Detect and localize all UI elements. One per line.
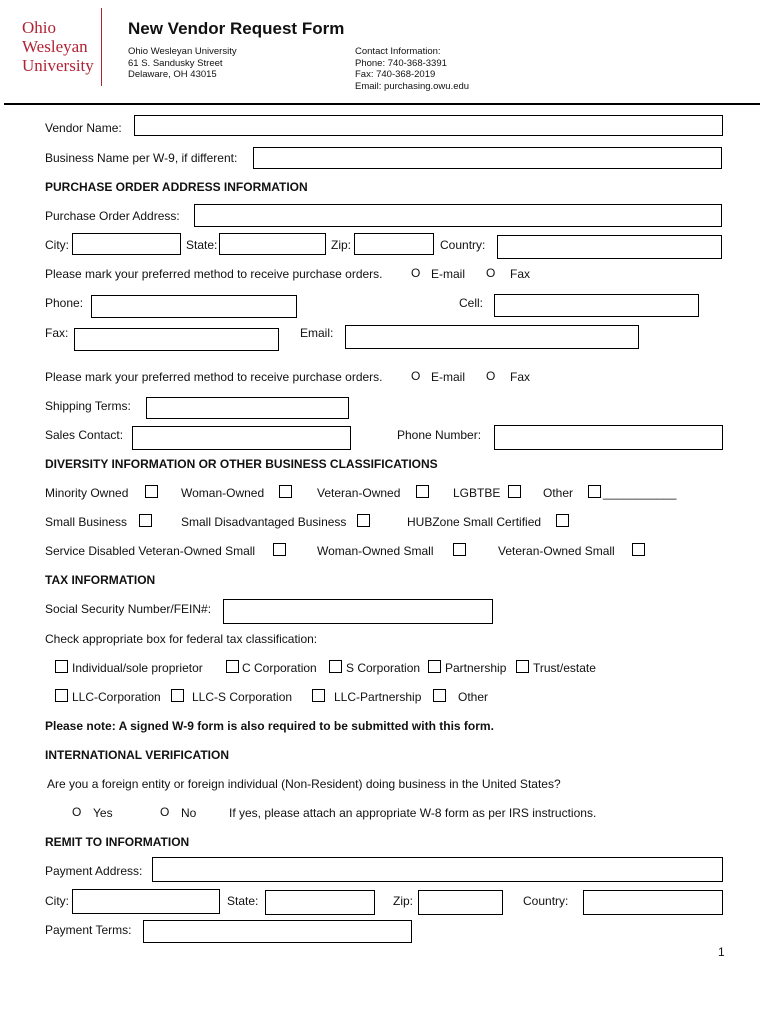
hubzone-checkbox[interactable] [556, 514, 569, 527]
sales-contact-label: Sales Contact: [45, 428, 124, 442]
logo-line-1: Ohio [22, 18, 56, 37]
other-blank: ___________ [603, 486, 677, 500]
email-radio[interactable]: O [411, 266, 421, 280]
po-method-label: Please mark your preferred method to receive purchase orders. [45, 267, 383, 281]
vendor-name-label: Vendor Name: [45, 121, 122, 135]
header-rule [4, 103, 760, 105]
yes-label: Yes [93, 806, 113, 820]
university-logo [22, 18, 94, 75]
po-country-label: Country: [440, 238, 486, 252]
payment-address-field[interactable] [152, 857, 723, 882]
header-divider [101, 8, 102, 86]
fax-option-label-2: Fax [510, 370, 531, 384]
payment-terms-label: Payment Terms: [45, 923, 132, 937]
fax-radio[interactable]: O [486, 266, 496, 280]
phone-number-label: Phone Number: [397, 428, 482, 442]
sdvosb-label: Service Disabled Veteran-Owned Small [45, 544, 256, 558]
po-fax-field[interactable] [74, 328, 279, 351]
no-radio[interactable]: O [160, 805, 170, 819]
business-name-label: Business Name per W-9, if different: [45, 151, 238, 165]
ssn-fein-label: Social Security Number/FEIN#: [45, 602, 212, 616]
trust-label: Trust/estate [533, 661, 596, 675]
lgbtbe-checkbox[interactable] [508, 485, 521, 498]
contact-line: Contact Information: [355, 46, 441, 57]
po-address-label: Purchase Order Address: [45, 209, 180, 223]
po-city-label: City: [45, 238, 69, 252]
s-corp-checkbox[interactable] [329, 660, 342, 673]
business-name-field[interactable] [253, 147, 722, 169]
email-radio-2[interactable]: O [411, 369, 421, 383]
llc-partnership-label: LLC-Partnership [334, 690, 422, 704]
po-method-label-2: Please mark your preferred method to receive purchase orders. [45, 370, 383, 384]
sdvosb-checkbox[interactable] [273, 543, 286, 556]
tax-heading: TAX INFORMATION [45, 573, 156, 587]
hubzone-label: HUBZone Small Certified [407, 515, 542, 529]
page-title: New Vendor Request Form [128, 19, 345, 38]
woman-owned-small-checkbox[interactable] [453, 543, 466, 556]
payment-terms-field[interactable] [143, 920, 412, 943]
po-phone-label: Phone: [45, 296, 84, 310]
foreign-entity-question: Are you a foreign entity or foreign individual (Non-Resident) doing business in the United States? [47, 777, 561, 791]
trust-checkbox[interactable] [516, 660, 529, 673]
remit-country-field[interactable] [583, 890, 723, 915]
small-disadvantaged-label: Small Disadvantaged Business [181, 515, 347, 529]
individual-checkbox[interactable] [55, 660, 68, 673]
po-zip-field[interactable] [354, 233, 434, 255]
shipping-terms-field[interactable] [146, 397, 349, 419]
yes-radio[interactable]: O [72, 805, 82, 819]
remit-heading: REMIT TO INFORMATION [45, 835, 190, 849]
remit-zip-field[interactable] [418, 890, 503, 915]
contact-line: Fax: 740-368-2019 [355, 69, 436, 80]
woman-owned-checkbox[interactable] [279, 485, 292, 498]
vendor-name-field[interactable] [134, 115, 723, 136]
individual-label: Individual/sole proprietor [72, 661, 203, 675]
remit-state-field[interactable] [265, 890, 375, 915]
email-option-label: E-mail [431, 267, 466, 281]
university-address [128, 46, 237, 81]
no-label: No [181, 806, 197, 820]
po-address-field[interactable] [194, 204, 722, 227]
contact-line: Phone: 740-368-3391 [355, 57, 447, 69]
llc-s-corp-checkbox[interactable] [171, 689, 184, 702]
small-business-checkbox[interactable] [139, 514, 152, 527]
po-zip-label: Zip: [331, 238, 352, 252]
logo-line-3: University [22, 56, 94, 75]
po-cell-label: Cell: [459, 296, 484, 310]
page-number: 1 [718, 945, 725, 959]
minority-owned-label: Minority Owned [45, 486, 129, 500]
address-line: Delaware, OH 43015 [128, 69, 217, 80]
po-cell-field[interactable] [494, 294, 699, 317]
fax-option-label: Fax [510, 267, 531, 281]
sales-contact-field[interactable] [132, 426, 351, 450]
international-heading: INTERNATIONAL VERIFICATION [45, 748, 229, 762]
lgbtbe-label: LGBTBE [453, 486, 501, 500]
llc-corp-checkbox[interactable] [55, 689, 68, 702]
s-corp-label: S Corporation [346, 661, 421, 675]
fax-radio-2[interactable]: O [486, 369, 496, 383]
contact-information [355, 46, 469, 92]
remit-state-label: State: [227, 894, 259, 908]
tax-classification-label: Check appropriate box for federal tax classification: [45, 632, 318, 646]
po-state-field[interactable] [219, 233, 326, 255]
small-disadvantaged-checkbox[interactable] [357, 514, 370, 527]
po-phone-field[interactable] [91, 295, 297, 318]
veteran-owned-small-checkbox[interactable] [632, 543, 645, 556]
minority-owned-checkbox[interactable] [145, 485, 158, 498]
woman-owned-label: Woman-Owned [181, 486, 265, 500]
payment-address-label: Payment Address: [45, 864, 143, 878]
logo-line-2: Wesleyan [22, 37, 88, 56]
po-email-field[interactable] [345, 325, 639, 349]
po-email-label: Email: [300, 326, 334, 340]
veteran-owned-checkbox[interactable] [416, 485, 429, 498]
llc-s-corp-label: LLC-S Corporation [192, 690, 293, 704]
remit-city-field[interactable] [72, 889, 220, 914]
ssn-fein-field[interactable] [223, 599, 493, 624]
remit-city-label: City: [45, 894, 69, 908]
llc-corp-label: LLC-Corporation [72, 690, 161, 704]
address-line: Ohio Wesleyan University [128, 46, 237, 57]
w9-note: Please note: A signed W-9 form is also required to be submitted with this form. [45, 719, 494, 733]
veteran-owned-label: Veteran-Owned [317, 486, 401, 500]
phone-number-field[interactable] [494, 425, 723, 450]
po-state-label: State: [186, 238, 218, 252]
other-checkbox[interactable] [588, 485, 601, 498]
tax-other-checkbox[interactable] [433, 689, 446, 702]
woman-owned-small-label: Woman-Owned Small [317, 544, 434, 558]
email-option-label-2: E-mail [431, 370, 466, 384]
veteran-owned-small-label: Veteran-Owned Small [498, 544, 615, 558]
address-line: 61 S. Sandusky Street [128, 57, 223, 69]
partnership-checkbox[interactable] [428, 660, 441, 673]
po-city-field[interactable] [72, 233, 181, 255]
po-country-field[interactable] [497, 235, 722, 259]
remit-zip-label: Zip: [393, 894, 414, 908]
c-corp-label: C Corporation [242, 661, 317, 675]
small-business-label: Small Business [45, 515, 128, 529]
w8-instruction: If yes, please attach an appropriate W-8 form as per IRS instructions. [229, 806, 597, 820]
c-corp-checkbox[interactable] [226, 660, 239, 673]
remit-country-label: Country: [523, 894, 569, 908]
tax-other-label: Other [458, 690, 489, 704]
contact-line: Email: purchasing.owu.edu [355, 80, 470, 92]
other-label: Other [543, 486, 574, 500]
llc-partnership-checkbox[interactable] [312, 689, 325, 702]
diversity-heading: DIVERSITY INFORMATION OR OTHER BUSINESS CLASSIFICATIONS [45, 457, 438, 471]
po-fax-label: Fax: [45, 326, 69, 340]
partnership-label: Partnership [445, 661, 507, 675]
shipping-terms-label: Shipping Terms: [45, 399, 131, 413]
po-address-heading: PURCHASE ORDER ADDRESS INFORMATION [45, 180, 308, 194]
